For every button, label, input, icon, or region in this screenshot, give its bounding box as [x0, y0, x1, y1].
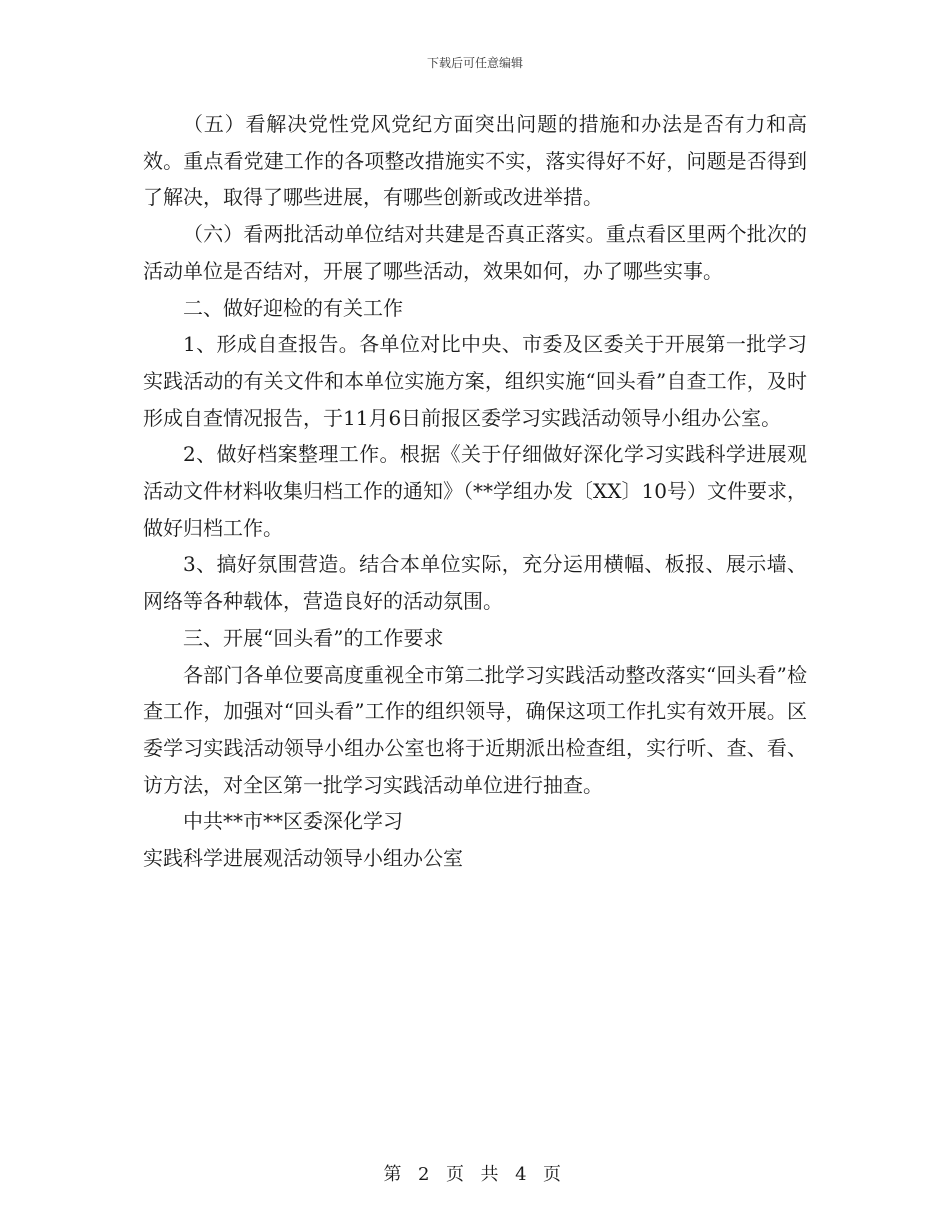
section-heading-3: 三、开展“回头看”的工作要求	[183, 625, 444, 650]
signature-line-2: 实践科学进展观活动领导小组办公室	[143, 846, 463, 871]
signature-line-1: 中共**市**区委深化学习	[183, 809, 403, 834]
paragraph-5: （五）看解决党性党风党纪方面突出问题的措施和办法是否有力和高效。重点看党建工作的各项整改措施实不实，落实得好不好，问题是否得到了解决，取得了哪些进展，有哪些创新或改进举措。	[143, 112, 807, 210]
page-number: 第 2 页 共 4 页	[383, 1164, 567, 1185]
document-body	[143, 106, 807, 877]
paragraph-6: （六）看两批活动单位结对共建是否真正落实。重点看区里两个批次的活动单位是否结对，开展了哪些活动，效果如何，办了哪些实事。	[143, 222, 807, 283]
paragraph-atmosphere: 3、搞好氛围营造。结合本单位实际，充分运用横幅、板报、展示墙、网络等各种载体，营造良好的活动氛围。	[143, 552, 807, 614]
paragraph-archive-work: 2、做好档案整理工作。根据《关于仔细做好深化学习实践科学进展观活动文件材料收集归档工作的通知》（**学组办发〔XX〕10号）文件要求，做好归档工作。	[143, 442, 807, 540]
paragraph-self-check-report: 1、形成自查报告。各单位对比中央、市委及区委关于开展第一批学习实践活动的有关文件和本单位实施方案，组织实施“回头看”自查工作，及时形成自查情况报告，于11月6日前报区委学习实践活动领导小组办公室。	[143, 332, 807, 430]
page-header-note: 下载后可任意编辑	[426, 56, 523, 70]
paragraph-work-requirements: 各部门各单位要高度重视全市第二批学习实践活动整改落实“回头看”检查工作，加强对“回头看”工作的组织领导，确保这项工作扎实有效开展。区委学习实践活动领导小组办公室也将于近期派出检查组，实行听、查、看、访方法，对全区第一批学习实践活动单位进行抽查。	[143, 662, 807, 797]
section-heading-2: 二、做好迎检的有关工作	[183, 295, 403, 320]
